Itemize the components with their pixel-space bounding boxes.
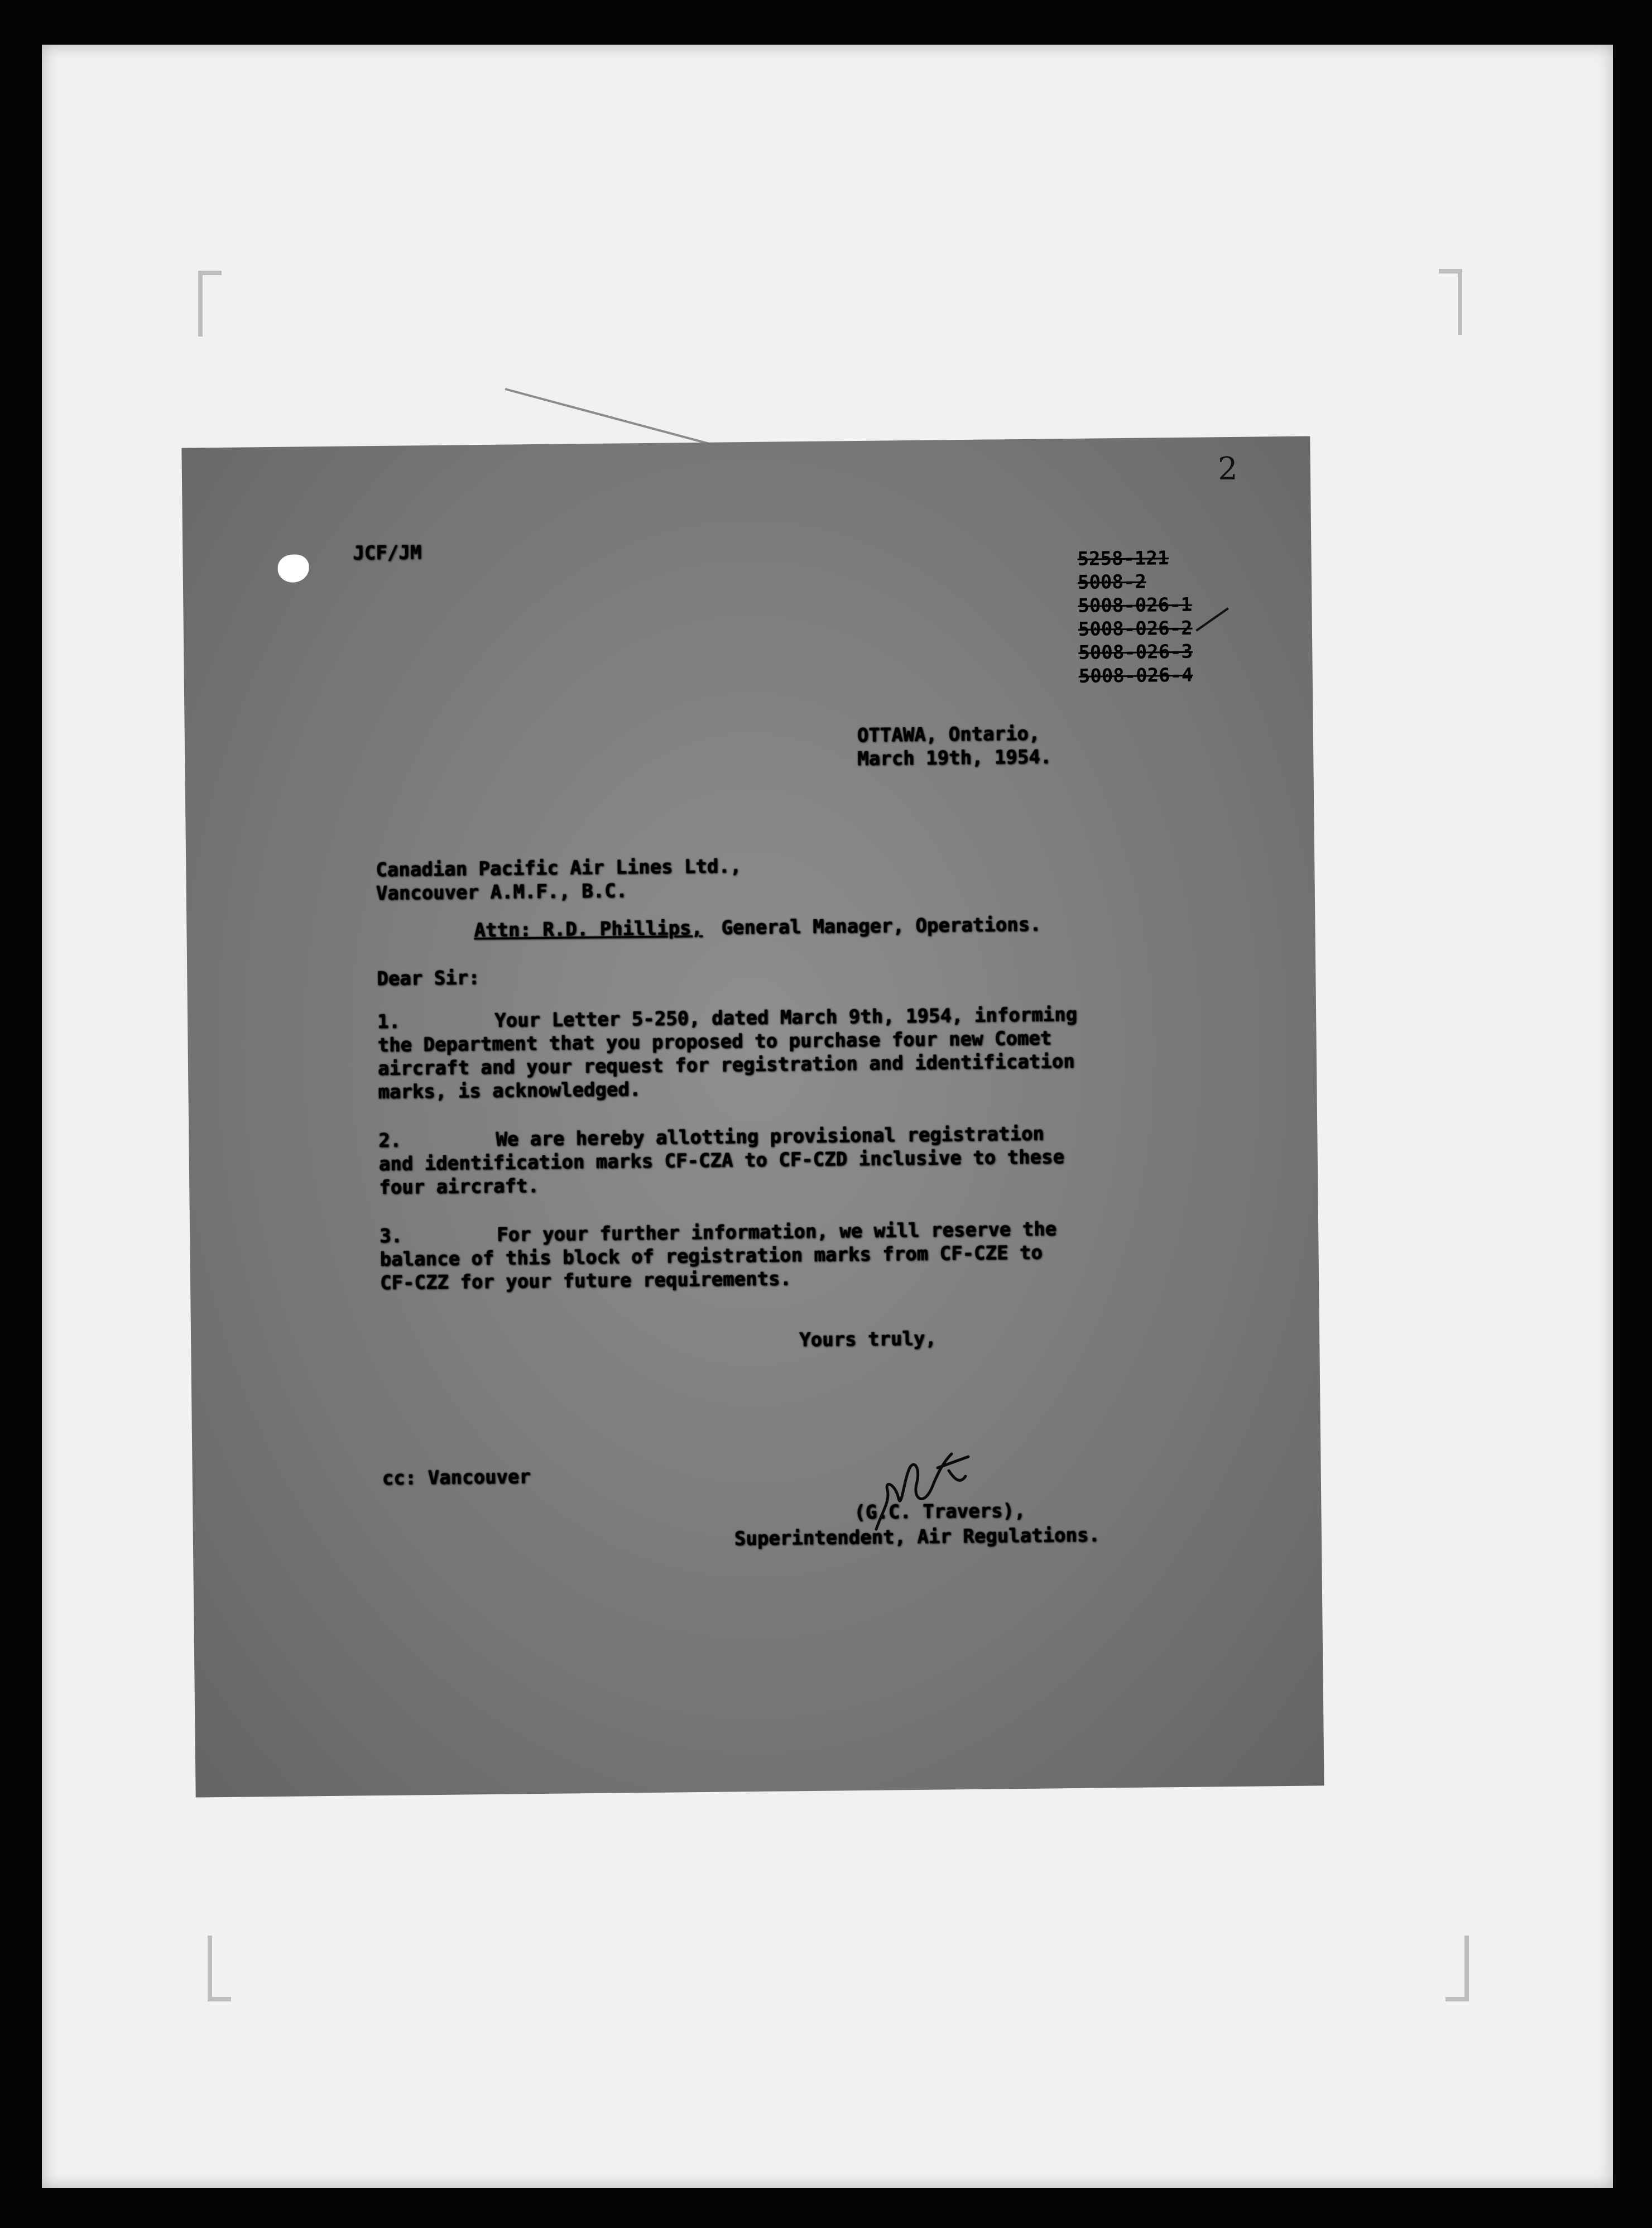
crop-mark-top-right	[1439, 269, 1462, 335]
file-ref: 5008-026-2	[1078, 617, 1193, 641]
file-reference-list	[1077, 546, 1193, 688]
paragraph-number: 1.	[377, 1010, 401, 1034]
file-ref: 5008-026-1	[1078, 593, 1193, 617]
initials: JCF/JM	[353, 541, 422, 565]
cc-line: cc: Vancouver	[382, 1466, 531, 1490]
paragraph-line: and identification marks CF-CZA to CF-CZD inclusive to these	[378, 1146, 1065, 1176]
attention-label: Attn: R.D. Phillips,	[474, 916, 703, 942]
file-ref: 5008-2	[1077, 570, 1147, 594]
paragraph-line: four aircraft.	[379, 1175, 540, 1199]
paragraph-line: CF-CZZ for your future requirements.	[380, 1267, 792, 1295]
signer-title: Superintendent, Air Regulations.	[734, 1524, 1101, 1550]
addressee-line: Canadian Pacific Air Lines Ltd.,	[376, 855, 742, 882]
paragraph-line: the Department that you proposed to purchase four new Comet	[377, 1027, 1052, 1057]
closing: Yours truly,	[799, 1327, 937, 1352]
crop-mark-top-left	[198, 271, 222, 337]
handwritten-signature	[871, 1446, 982, 1540]
paragraph-number: 3.	[379, 1225, 403, 1248]
letter-page	[181, 436, 1324, 1797]
date: March 19th, 1954.	[857, 746, 1052, 771]
page-number: 2	[1218, 451, 1238, 487]
paragraph-line: Your Letter 5-250, dated March 9th, 1954, informing	[494, 1003, 1078, 1032]
file-ref: 5008-026-4	[1078, 664, 1193, 688]
paragraph-line: We are hereby allotting provisional registration	[496, 1122, 1045, 1151]
paragraph-line: marks, is acknowledged.	[378, 1078, 641, 1104]
paragraph-number: 2.	[378, 1129, 402, 1153]
crop-mark-bottom-right	[1446, 1936, 1469, 2001]
punch-hole	[277, 554, 309, 583]
paragraph-line: aircraft and your request for registration and identification	[377, 1050, 1075, 1081]
paragraph-line: balance of this block of registration marks from CF-CZE to	[380, 1241, 1043, 1271]
file-ref: 5258-121	[1077, 547, 1169, 570]
crop-mark-bottom-left	[208, 1936, 231, 2001]
attention-title: General Manager, Operations.	[721, 913, 1041, 939]
file-ref: 5008-026-3	[1078, 640, 1193, 664]
addressee-line: Vancouver A.M.F., B.C.	[376, 880, 628, 905]
salutation: Dear Sir:	[377, 967, 480, 991]
place: OTTAWA, Ontario,	[857, 722, 1040, 747]
paragraph-line: For your further information, we will reserve the	[496, 1218, 1057, 1246]
signer-name: (G.C. Travers),	[854, 1499, 1026, 1524]
